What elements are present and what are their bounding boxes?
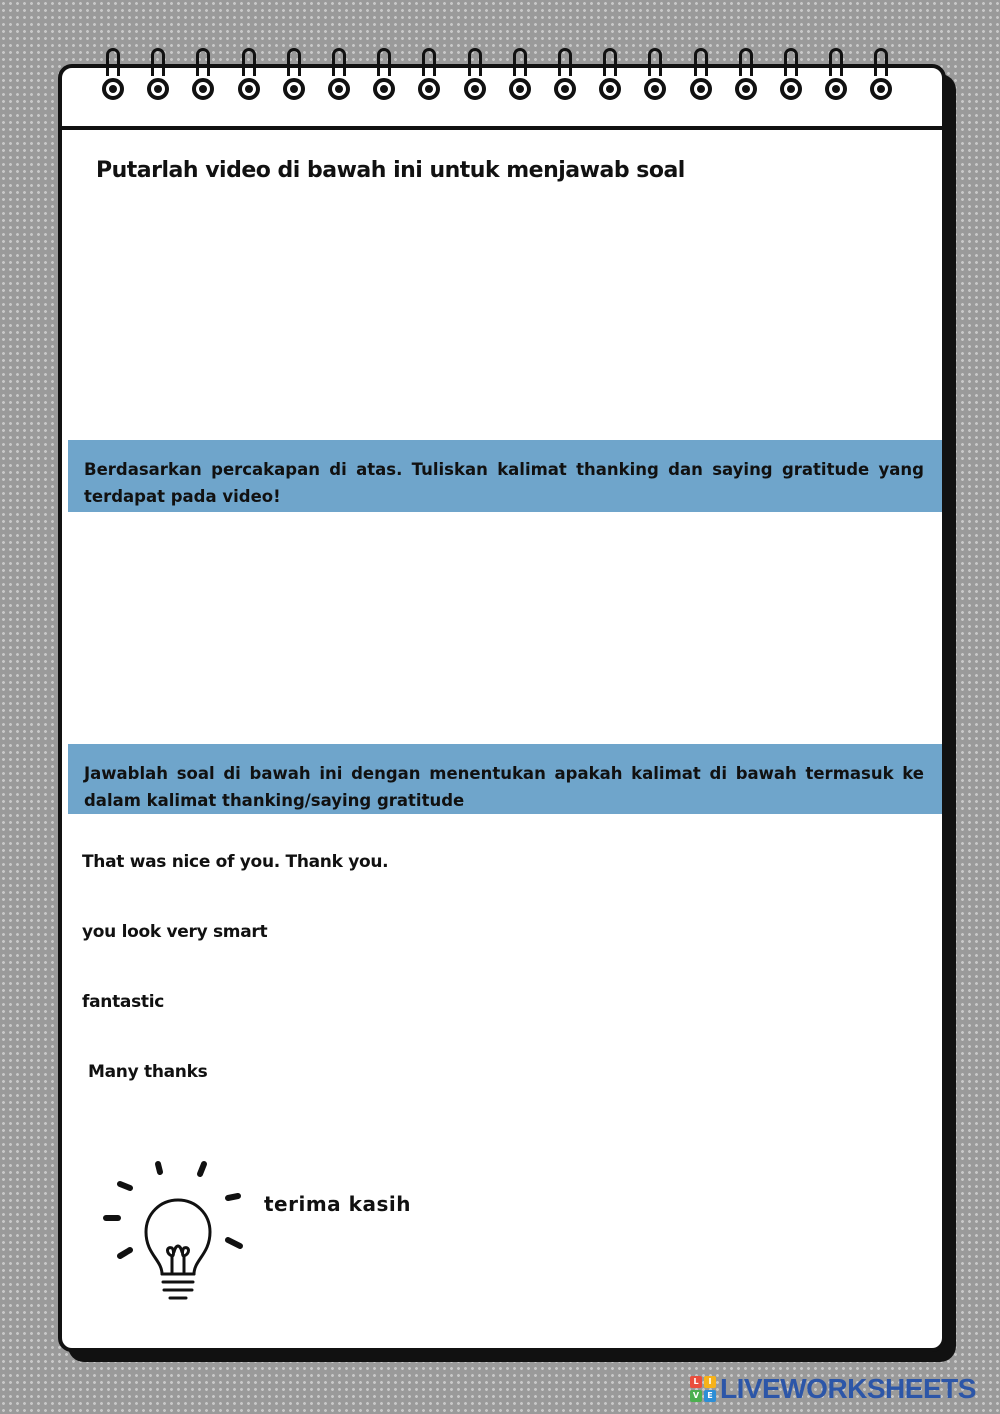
spiral-hole-icon — [870, 78, 892, 100]
spiral-ring-icon — [694, 48, 708, 76]
spiral-hole-icon — [283, 78, 305, 100]
logo-letter: V — [690, 1390, 702, 1402]
spiral-ring-icon — [513, 48, 527, 76]
spiral-hole-icon — [464, 78, 486, 100]
liveworksheets-brand[interactable] — [690, 1372, 994, 1406]
spiral-ring-icon — [829, 48, 843, 76]
spiral-ring-icon — [874, 48, 888, 76]
spiral-hole-icon — [780, 78, 802, 100]
spiral-hole-icon — [825, 78, 847, 100]
spiral-ring-icon — [603, 48, 617, 76]
spiral-ring-icon — [422, 48, 436, 76]
lightbulb-icon — [100, 1156, 250, 1306]
closing-text: terima kasih — [264, 1192, 411, 1216]
spiral-hole-icon — [599, 78, 621, 100]
spiral-ring-icon — [196, 48, 210, 76]
liveworksheets-logo-icon — [690, 1376, 716, 1402]
instruction-band-2: Jawablah soal di bawah ini dengan menentukan apakah kalimat di bawah termasuk ke dalam kalimat thanking/saying gratitude — [68, 744, 942, 814]
spiral-ring-icon — [151, 48, 165, 76]
worksheet-title: Putarlah video di bawah ini untuk menjawab soal — [96, 158, 685, 183]
spiral-ring-icon — [739, 48, 753, 76]
spiral-hole-icon — [238, 78, 260, 100]
spiral-ring-icon — [468, 48, 482, 76]
spiral-ring-icon — [377, 48, 391, 76]
spiral-ring-icon — [106, 48, 120, 76]
spiral-hole-icon — [192, 78, 214, 100]
spiral-hole-icon — [147, 78, 169, 100]
question-item-1: That was nice of you. Thank you. — [82, 852, 389, 872]
spiral-hole-icon — [735, 78, 757, 100]
brand-name: LIVEWORKSHEETS — [720, 1373, 976, 1404]
spiral-hole-icon — [418, 78, 440, 100]
logo-letter: I — [704, 1376, 716, 1388]
spiral-hole-icon — [373, 78, 395, 100]
instruction-band-1: Berdasarkan percakapan di atas. Tuliskan kalimat thanking dan saying gratitude yang terdapat pada video! — [68, 440, 942, 512]
spiral-hole-icon — [328, 78, 350, 100]
spiral-ring-icon — [648, 48, 662, 76]
spiral-hole-icon — [509, 78, 531, 100]
spiral-ring-icon — [332, 48, 346, 76]
question-item-4: Many thanks — [88, 1062, 208, 1082]
spiral-ring-icon — [287, 48, 301, 76]
spiral-ring-icon — [784, 48, 798, 76]
question-item-3: fantastic — [82, 992, 165, 1012]
spiral-ring-icon — [558, 48, 572, 76]
spiral-hole-icon — [554, 78, 576, 100]
spiral-ring-icon — [242, 48, 256, 76]
spiral-hole-icon — [102, 78, 124, 100]
notebook-page — [58, 64, 946, 1352]
logo-letter: L — [690, 1376, 702, 1388]
spiral-hole-icon — [690, 78, 712, 100]
spiral-hole-icon — [644, 78, 666, 100]
binding-line — [62, 126, 942, 130]
question-item-2: you look very smart — [82, 922, 268, 942]
logo-letter: E — [704, 1390, 716, 1402]
